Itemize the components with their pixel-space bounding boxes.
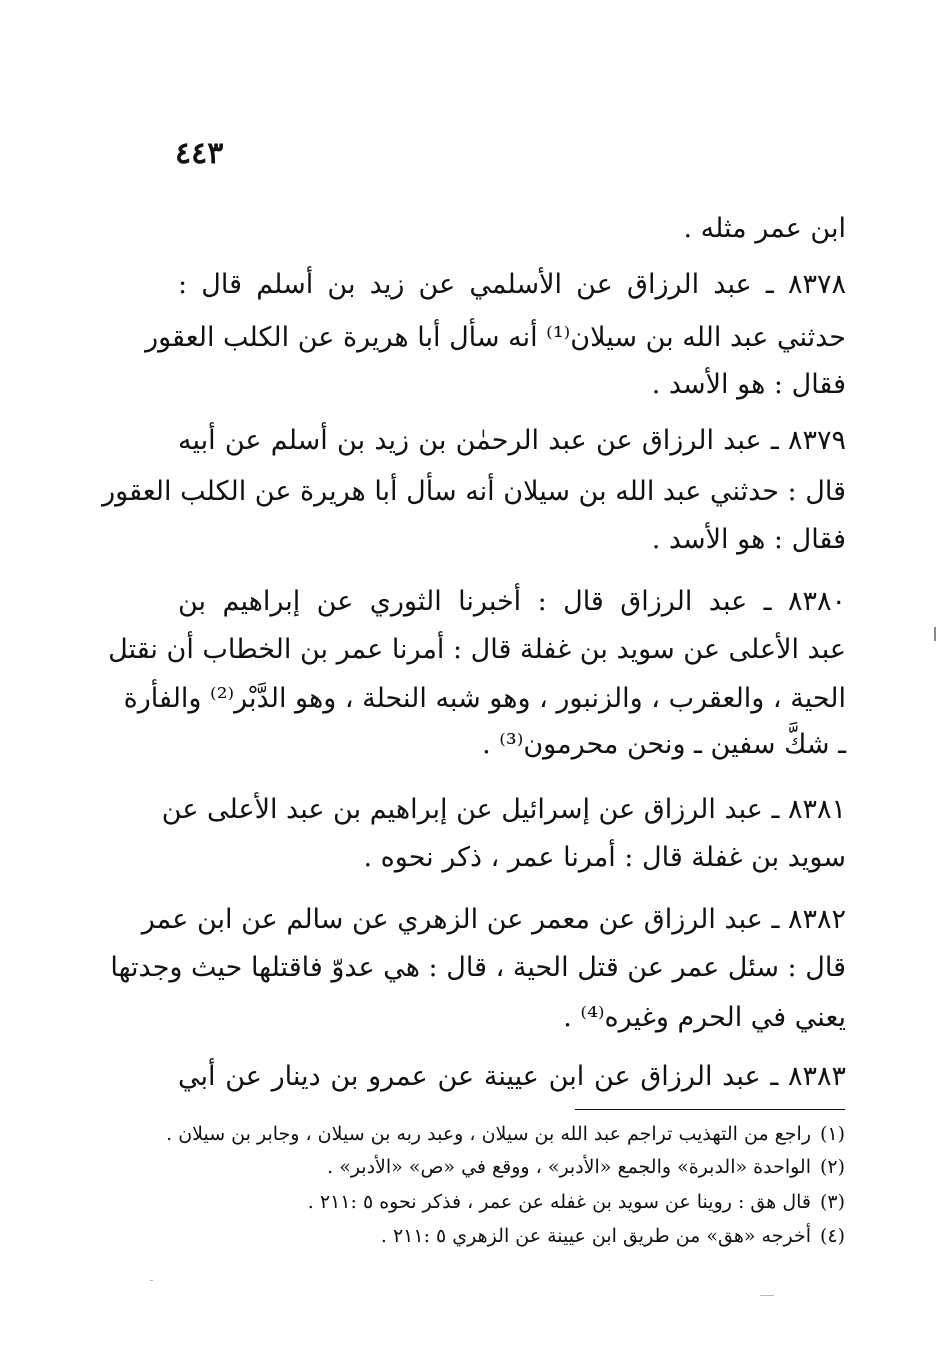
footnote-3-text: قال هق : روينا عن سويد بن غفله عن عمر ، فذكر نحوه ٥ :٢١١ .: [307, 1191, 811, 1213]
hadith-8379-line-1: ٨٣٧٩ ـ عبد الرزاق عن عبد الرحمٰن بن زيد بن أسلم عن أبيه: [178, 425, 846, 456]
hadith-8382-line-3: يعني في الحرم وغيره⁽⁴⁾ .: [563, 1002, 846, 1033]
hadith-8380-line-4: ـ شكَّ سفين ـ ونحن محرمون⁽³⁾ .: [482, 729, 846, 760]
scan-edge-mark: [934, 627, 936, 641]
text-line: ابن عمر مثله .: [683, 213, 846, 244]
hadith-8382-line-1: ٨٣٨٢ ـ عبد الرزاق عن معمر عن الزهري عن سالم عن ابن عمر: [141, 904, 846, 935]
footnote-1-text: راجع من التهذيب تراجم عبد الله بن سيلان ، وعبد ربه بن سيلان ، وجابر بن سيلان .: [166, 1123, 811, 1145]
footnote-divider: [575, 1109, 845, 1110]
hadith-8382-line-2: قال : سئل عمر عن قتل الحية ، قال : هي عدوّ فاقتلها حيث وجدتها: [110, 952, 846, 983]
footnote-1-mark: (١): [819, 1123, 845, 1145]
hadith-8383-line-1: ٨٣٨٣ ـ عبد الرزاق عن ابن عيينة عن عمرو بن دينار عن أبي: [178, 1061, 846, 1092]
hadith-8378-line-1: ٨٣٧٨ ـ عبد الرزاق عن الأسلمي عن زيد بن أسلم قال :: [178, 269, 846, 300]
hadith-8380-line-1: ٨٣٨٠ ـ عبد الرزاق قال : أخبرنا الثوري عن إبراهيم بن: [178, 586, 846, 617]
footnote-2-text: الواحدة «الدبرة» والجمع «الأدبر» ، ووقع في «ص» «الأدبر» .: [327, 1156, 811, 1178]
hadith-8378-line-3: فقال : هو الأسد .: [651, 369, 846, 400]
hadith-8379-line-2: قال : حدثني عبد الله بن سيلان أنه سأل أبا هريرة عن الكلب العقور: [102, 476, 846, 507]
hadith-8381-line-2: سويد بن غفلة قال : أمرنا عمر ، ذكر نحوه .: [363, 842, 846, 873]
page-number: ٤٤٣: [175, 136, 224, 171]
hadith-8380-line-3: الحية ، والعقرب ، والزنبور ، وهو شبه النحلة ، وهو الدَّبْر⁽²⁾ والفأرة: [123, 683, 846, 714]
footnote-2-mark: (٢): [819, 1156, 845, 1178]
footnote-4-text: أخرجه «هق» من طريق ابن عيينة عن الزهري ٥ :٢١١ .: [380, 1225, 811, 1247]
hadith-8378-line-2: حدثني عبد الله بن سيلان⁽¹⁾ أنه سأل أبا هريرة عن الكلب العقور: [145, 322, 846, 353]
hadith-8380-line-2: عبد الأعلى عن سويد بن غفلة قال : أمرنا عمر بن الخطاب أن نقتل: [108, 634, 846, 665]
footnote-4-mark: (٤): [819, 1225, 845, 1247]
footnote-3-mark: (٣): [819, 1191, 845, 1213]
hadith-8381-line-1: ٨٣٨١ ـ عبد الرزاق عن إسرائيل عن إبراهيم بن عبد الأعلى عن: [161, 794, 846, 825]
scan-speck: [760, 1295, 774, 1296]
hadith-8379-line-3: فقال : هو الأسد .: [651, 524, 846, 555]
scan-speck: [150, 1280, 153, 1281]
